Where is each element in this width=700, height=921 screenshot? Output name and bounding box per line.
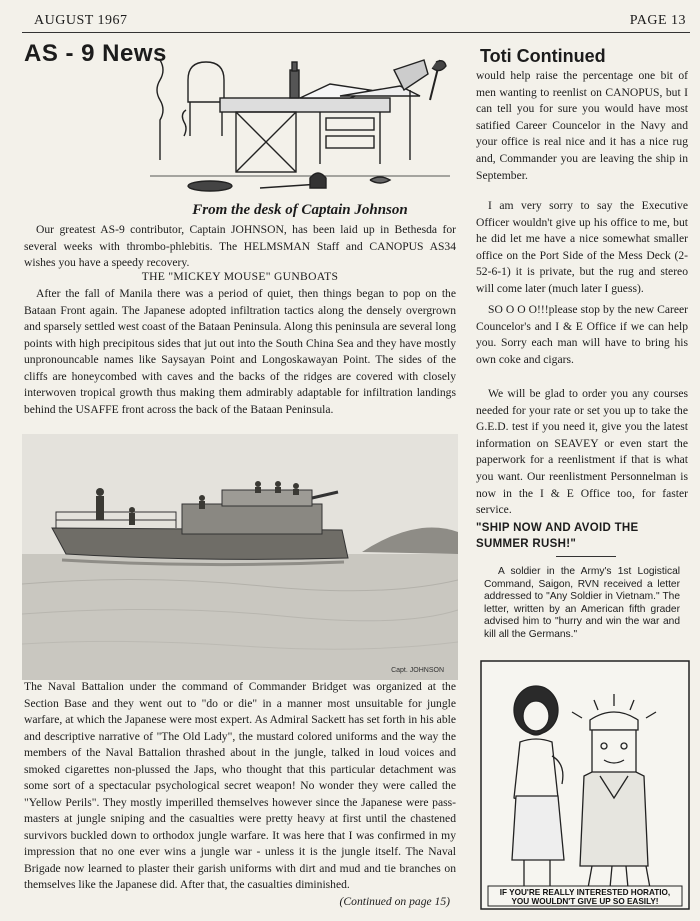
toti-paragraph-2: I am very sorry to say the Executive Officer wouldn't give up his office to me, but he did let me have a nice somewhat smaller office on the Port Side of the Mess Deck (2-52-6-1) it is private, but the rug and stereo will come later (much later I guess). xyxy=(476,199,688,295)
soldier-anecdote: A soldier in the Army's 1st Logistical Command, Saigon, RVN received a letter addressed to "Any Soldier in Vietnam." The letter, written by an American fifth grader advised him to "hurry and win the war and kill all the Germans." xyxy=(484,566,680,640)
article-paragraph-2-text: The Naval Battalion under the command of Commander Bridget was organized at the Section Base and they went out to "do or die" in a manner most unsuitable for jungle warfare, at which the Japanese were most expert. As Admiral Sackett has set forth in his able and descriptive narrative of "The Old Lady", the mustard colored uniforms and the way the members of the Naval Battalion thrashed about in the jungle, talked in loud voices and smoked cigarettes non-plussed the Japs, who thought that this particular detachment was some sort of a spectacular psychological secret weapon! No wonder they were called the "Yellow Perils". They mostly imperilled themselves however since the Japanese were pass-masters at jungle sniping and the casualties were pretty heavy at first until the chastened survivors buckled down to orthodox jungle warfare. It was here that I was confirmed in my impression that no one ever wins a jungle war - unless it is the jungle itself. The Naval Brigade now learned to plaster their garish uniforms with dirt and mud and tie branches on themselves like the Japanese did. After that, the casualties diminished. xyxy=(24,680,456,891)
toti-paragraph-4: We will be glad to order you any courses needed for your rate or set you up to take the G.E.D. test if you need it, give you the latest information on SEAVEY or even start the paperwork for a reenlistment if that is what you want. Our reenlistment Personnelman is now in the I & E Office too, for faster service. xyxy=(476,387,688,517)
gunboat-photo xyxy=(22,434,458,680)
page-header xyxy=(22,10,690,33)
toti-paragraph-3: SO O O O!!!please stop by the new Career Councelor's and I & E Office if we can help you. Sorry each man will have to bring his own coke and cigars. xyxy=(476,303,688,366)
toti-paragraph-1: would help raise the percentage one bit of men wanting to reenlist on CANOPUS, but I can tell you for sure you would have most satified Career Councelor in the Navy and your office is real nice and it has a nice rug and, Commander you are leaving the ship in September. xyxy=(476,69,688,182)
slogan: "SHIP NOW AND AVOID THE SUMMER RUSH!" xyxy=(476,522,639,550)
gunboat-illustration xyxy=(22,434,458,680)
column-title: Toti Continued xyxy=(480,46,606,66)
cartoon-speech-line-1: IF YOU'RE REALLY INTERESTED HORATIO, xyxy=(499,888,671,897)
photo-credit: Capt. JOHNSON xyxy=(391,667,444,674)
article-subhead: THE "MICKEY MOUSE" GUNBOATS xyxy=(141,270,339,283)
horatio-cartoon xyxy=(480,660,690,910)
page-number: PAGE 13 xyxy=(629,13,686,28)
intro-paragraph: Our greatest AS-9 contributor, Captain JOHNSON, has been laid up in Bethesda for several weeks with thrombo-phlebitis. The HELMSMAN Staff and CANOPUS AS34 wishes you have a speedy recovery. xyxy=(24,223,456,269)
section-title: AS - 9 News xyxy=(24,40,167,67)
cartoon-speech-line-2: YOU WOULDN'T GIVE UP SO EASILY! xyxy=(511,897,659,906)
divider xyxy=(556,556,616,557)
desk-cartoon xyxy=(140,40,460,198)
cartoon-caption: From the desk of Captain Johnson xyxy=(192,202,408,218)
issue-date: AUGUST 1967 xyxy=(34,13,128,28)
article-paragraph-2 xyxy=(24,679,456,910)
article-paragraph-1: After the fall of Manila there was a period of quiet, then things began to pop on the Bataan Front again. The Japanese adopted infiltration tactics along the densely overgrown and sparsely settled west coast of the Bataan Peninsula. Along this peninsula are several long points with high precipitous sides that jut out into the South China Sea and they have mostly unpronouncable names like Saysayan Point and Longoskawayan Point. The sides of the cliffs are honeycombed with caves and the backs of the ridges are covered with closely interwoven tropical growth thus making them admirably adaptable for infiltration landings behind the USAFFE front across the back of the Bataan Peninsula. xyxy=(24,287,456,416)
continued-note: (Continued on page 15) xyxy=(339,894,450,908)
